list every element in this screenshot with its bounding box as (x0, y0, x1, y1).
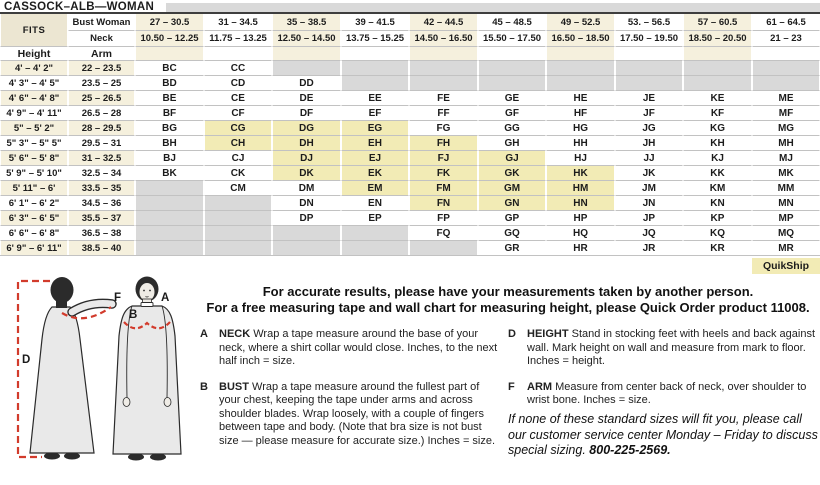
size-cell-empty (341, 225, 409, 240)
size-code-cell: BC (135, 60, 204, 75)
header-spacer-cell (752, 46, 820, 60)
bust-header-row (0, 14, 820, 30)
size-code-cell: BJ (135, 150, 204, 165)
neck-row-label: Neck (68, 30, 135, 46)
size-code-cell: JN (615, 195, 683, 210)
note-bust-text: Wrap a tape measure around the fullest part of your chest, keeping the tape under arms and across shoulder blades. Wrap loosely, with a couple of fingers between tape and body. (Note that bra size is not bust size — please measure for accurate size.) Inches = size. (219, 380, 496, 447)
size-table-row (0, 225, 820, 240)
size-cell-empty (272, 225, 341, 240)
special-sizing-text: If none of these standard sizes will fit you, please call our customer service center Monday – Friday to discuss special sizing. (508, 412, 818, 457)
size-code-cell: EP (341, 210, 409, 225)
neck-range-cell: 14.50 – 16.50 (409, 30, 478, 46)
size-code-cell: GH (478, 135, 546, 150)
size-code-cell: BG (135, 120, 204, 135)
size-cell-empty (615, 60, 683, 75)
size-code-cell: FF (409, 105, 478, 120)
size-code-cell: FE (409, 90, 478, 105)
size-code-cell: GP (478, 210, 546, 225)
note-arm-text: Measure from center back of neck, over shoulder to wrist bone. Inches = size. (527, 380, 807, 406)
size-cell-empty (683, 60, 752, 75)
size-table-body (0, 14, 820, 255)
bust-range-cell: 31 – 34.5 (204, 14, 272, 30)
header-spacer-cell (546, 46, 615, 60)
customer-service-phone: 800-225-2569. (589, 443, 671, 457)
size-code-cell: CC (204, 60, 272, 75)
neck-range-cell: 21 – 23 (752, 30, 820, 46)
size-code-cell: DF (272, 105, 341, 120)
note-bust-term: BUST (219, 380, 249, 393)
bust-range-cell: 35 – 38.5 (272, 14, 341, 30)
size-cell-empty (341, 60, 409, 75)
note-neck (200, 328, 502, 369)
height-range-cell: 4' – 4' 2" (0, 60, 68, 75)
size-code-cell: MN (752, 195, 820, 210)
size-cell-empty (409, 60, 478, 75)
size-code-cell: EF (341, 105, 409, 120)
size-code-cell: KN (683, 195, 752, 210)
neck-range-cell: 10.50 – 12.25 (135, 30, 204, 46)
size-table-row (0, 240, 820, 255)
size-code-cell: GN (478, 195, 546, 210)
size-code-cell: HR (546, 240, 615, 255)
header-spacer-cell (204, 46, 272, 60)
figure-label-arm: F (114, 292, 122, 304)
size-code-cell: JP (615, 210, 683, 225)
size-table-row (0, 90, 820, 105)
size-code-cell: JR (615, 240, 683, 255)
size-code-cell: HN (546, 195, 615, 210)
notes-column-right (508, 328, 820, 420)
size-code-cell: MM (752, 180, 820, 195)
size-code-cell: MH (752, 135, 820, 150)
size-code-cell: FN (409, 195, 478, 210)
size-code-cell: MF (752, 105, 820, 120)
intro-line-2: For a free measuring tape and wall chart for measuring height, please Quick Order product 11008. (206, 300, 810, 315)
size-cell-empty (478, 60, 546, 75)
bust-range-cell: 53. – 56.5 (615, 14, 683, 30)
size-cell-empty (135, 225, 204, 240)
size-code-cell: KP (683, 210, 752, 225)
arm-column-label: Arm (68, 46, 135, 60)
cassock-figure-illustration (0, 276, 196, 480)
size-code-cell: FP (409, 210, 478, 225)
arm-range-cell: 26.5 – 28 (68, 105, 135, 120)
chart-title: CASSOCK–ALB—WOMAN (4, 1, 155, 13)
size-code-cell: CF (204, 105, 272, 120)
size-cell-empty (272, 240, 341, 255)
size-code-cell: DE (272, 90, 341, 105)
size-table-row (0, 180, 820, 195)
neck-range-cell: 17.50 – 19.50 (615, 30, 683, 46)
arm-range-cell: 35.5 – 37 (68, 210, 135, 225)
size-code-cell: BE (135, 90, 204, 105)
size-code-cell: GF (478, 105, 546, 120)
size-cell-empty (204, 195, 272, 210)
size-cell-empty (135, 210, 204, 225)
size-code-cell: JM (615, 180, 683, 195)
size-code-cell: GK (478, 165, 546, 180)
height-range-cell: 4' 9" – 4' 11" (0, 105, 68, 120)
size-cell-empty (135, 240, 204, 255)
height-range-cell: 6' 9" – 6' 11" (0, 240, 68, 255)
size-code-cell: JE (615, 90, 683, 105)
size-cell-empty (478, 75, 546, 90)
size-cell-empty (341, 75, 409, 90)
size-code-cell: EJ (341, 150, 409, 165)
quikship-legend-row (0, 258, 820, 274)
height-range-cell: 4' 3" – 4' 5" (0, 75, 68, 90)
size-code-cell: HP (546, 210, 615, 225)
header-spacer-cell (341, 46, 409, 60)
size-code-cell: KF (683, 105, 752, 120)
note-arm-letter: F (508, 380, 515, 393)
height-range-cell: 5' 11" – 6' (0, 180, 68, 195)
size-code-cell: EG (341, 120, 409, 135)
arm-range-cell: 31 – 32.5 (68, 150, 135, 165)
bust-row-label: Bust Woman (68, 14, 135, 30)
size-table-row (0, 135, 820, 150)
arm-range-cell: 23.5 – 25 (68, 75, 135, 90)
size-code-cell: CG (204, 120, 272, 135)
size-cell-empty (546, 60, 615, 75)
note-neck-letter: A (200, 328, 208, 340)
size-code-cell: MQ (752, 225, 820, 240)
size-code-cell: BK (135, 165, 204, 180)
size-code-cell: EE (341, 90, 409, 105)
measurement-figure (0, 276, 196, 480)
size-code-cell: BF (135, 105, 204, 120)
bust-range-cell: 61 – 64.5 (752, 14, 820, 30)
figure-label-height: D (22, 354, 31, 366)
neck-range-cell: 18.50 – 20.50 (683, 30, 752, 46)
height-range-cell: 5' 6" – 5' 8" (0, 150, 68, 165)
bust-range-cell: 39 – 41.5 (341, 14, 409, 30)
size-code-cell: DH (272, 135, 341, 150)
size-code-cell: JJ (615, 150, 683, 165)
note-bust (200, 381, 502, 449)
size-code-cell: GM (478, 180, 546, 195)
size-code-cell: FH (409, 135, 478, 150)
size-code-cell: MJ (752, 150, 820, 165)
size-code-cell: DD (272, 75, 341, 90)
size-code-cell: CJ (204, 150, 272, 165)
size-code-cell: KE (683, 90, 752, 105)
bust-range-cell: 45 – 48.5 (478, 14, 546, 30)
neck-range-cell: 13.75 – 15.25 (341, 30, 409, 46)
size-code-cell: MR (752, 240, 820, 255)
size-code-cell: DP (272, 210, 341, 225)
chart-title-bar (0, 0, 820, 14)
size-code-cell: KK (683, 165, 752, 180)
size-code-cell: DM (272, 180, 341, 195)
size-code-cell: HE (546, 90, 615, 105)
note-height-letter: D (508, 328, 516, 340)
size-code-cell: CK (204, 165, 272, 180)
neck-range-cell: 11.75 – 13.25 (204, 30, 272, 46)
size-code-cell: CE (204, 90, 272, 105)
size-chart-table (0, 14, 820, 256)
size-code-cell: MK (752, 165, 820, 180)
size-cell-empty (204, 210, 272, 225)
size-cell-empty (546, 75, 615, 90)
size-code-cell: GG (478, 120, 546, 135)
height-range-cell: 4' 6" – 4' 8" (0, 90, 68, 105)
size-code-cell: MG (752, 120, 820, 135)
size-code-cell: KJ (683, 150, 752, 165)
size-code-cell: HJ (546, 150, 615, 165)
size-code-cell: DJ (272, 150, 341, 165)
arm-range-cell: 34.5 – 36 (68, 195, 135, 210)
size-code-cell: HK (546, 165, 615, 180)
size-code-cell: FK (409, 165, 478, 180)
fits-label: FITS (0, 14, 68, 46)
height-column-label: Height (0, 46, 68, 60)
header-spacer-cell (683, 46, 752, 60)
size-cell-empty (204, 240, 272, 255)
size-cell-empty (204, 225, 272, 240)
size-code-cell: JQ (615, 225, 683, 240)
size-code-cell: HM (546, 180, 615, 195)
size-table-row (0, 210, 820, 225)
size-cell-empty (409, 240, 478, 255)
size-code-cell: KQ (683, 225, 752, 240)
bust-range-cell: 49 – 52.5 (546, 14, 615, 30)
note-arm-term: ARM (527, 380, 553, 393)
size-code-cell: HF (546, 105, 615, 120)
intro-line-1: For accurate results, please have your measurements taken by another person. (262, 284, 754, 299)
neck-range-cell: 12.50 – 14.50 (272, 30, 341, 46)
quikship-badge: QuikShip (752, 258, 820, 274)
size-code-cell: EH (341, 135, 409, 150)
figure-label-neck: A (161, 292, 170, 304)
size-table-row (0, 195, 820, 210)
notes-column-left (200, 328, 502, 460)
size-code-cell: MP (752, 210, 820, 225)
arm-range-cell: 29.5 – 31 (68, 135, 135, 150)
neck-range-cell: 15.50 – 17.50 (478, 30, 546, 46)
size-code-cell: BH (135, 135, 204, 150)
arm-range-cell: 28 – 29.5 (68, 120, 135, 135)
size-code-cell: HG (546, 120, 615, 135)
arm-range-cell: 38.5 – 40 (68, 240, 135, 255)
size-code-cell: EM (341, 180, 409, 195)
size-code-cell: EN (341, 195, 409, 210)
size-code-cell: CH (204, 135, 272, 150)
size-code-cell: KR (683, 240, 752, 255)
size-table-row (0, 60, 820, 75)
size-table-row (0, 105, 820, 120)
note-neck-text: Wrap a tape measure around the base of your neck, where a shirt collar would close. Inches, to the next half inch = size. (219, 328, 498, 367)
bust-range-cell: 42 – 44.5 (409, 14, 478, 30)
header-spacer-cell (135, 46, 204, 60)
size-cell-empty (409, 75, 478, 90)
arm-range-cell: 33.5 – 35 (68, 180, 135, 195)
note-height-text: Stand in stocking feet with heels and back against wall. Mark height on wall and measure from mark to floor. Inches = height. (527, 328, 815, 367)
height-range-cell: 5" 3" – 5" 5" (0, 135, 68, 150)
size-code-cell: JK (615, 165, 683, 180)
size-code-cell: KM (683, 180, 752, 195)
size-code-cell: BD (135, 75, 204, 90)
note-height-term: HEIGHT (527, 328, 569, 340)
height-range-cell: 5" – 5' 2" (0, 120, 68, 135)
header-spacer-cell (272, 46, 341, 60)
neck-header-row (0, 30, 820, 46)
size-code-cell: FJ (409, 150, 478, 165)
size-table-row (0, 120, 820, 135)
bust-range-cell: 27 – 30.5 (135, 14, 204, 30)
size-code-cell: KG (683, 120, 752, 135)
note-height (508, 328, 820, 369)
arm-range-cell: 25 – 26.5 (68, 90, 135, 105)
size-code-cell: GE (478, 90, 546, 105)
column-label-row (0, 46, 820, 60)
measuring-instructions-section (0, 278, 820, 478)
size-code-cell: GQ (478, 225, 546, 240)
arm-range-cell: 36.5 – 38 (68, 225, 135, 240)
size-code-cell: JH (615, 135, 683, 150)
size-code-cell: KH (683, 135, 752, 150)
size-code-cell: FM (409, 180, 478, 195)
note-arm (508, 381, 820, 408)
size-code-cell: HQ (546, 225, 615, 240)
size-code-cell: GR (478, 240, 546, 255)
size-code-cell: FG (409, 120, 478, 135)
size-cell-empty (135, 180, 204, 195)
size-cell-empty (615, 75, 683, 90)
size-code-cell: EK (341, 165, 409, 180)
size-cell-empty (272, 60, 341, 75)
size-code-cell: JF (615, 105, 683, 120)
size-cell-empty (135, 195, 204, 210)
size-code-cell: GJ (478, 150, 546, 165)
figure-label-bust: B (129, 309, 138, 321)
bust-range-cell: 57 – 60.5 (683, 14, 752, 30)
height-range-cell: 5' 9" – 5' 10" (0, 165, 68, 180)
neck-range-cell: 16.50 – 18.50 (546, 30, 615, 46)
size-code-cell: HH (546, 135, 615, 150)
size-table-row (0, 150, 820, 165)
height-range-cell: 6' 1" – 6' 2" (0, 195, 68, 210)
header-spacer-cell (478, 46, 546, 60)
header-spacer-cell (409, 46, 478, 60)
size-code-cell: CM (204, 180, 272, 195)
size-code-cell: DN (272, 195, 341, 210)
size-code-cell: DK (272, 165, 341, 180)
height-range-cell: 6' 6" – 6' 8" (0, 225, 68, 240)
note-bust-letter: B (200, 380, 208, 393)
size-cell-empty (341, 240, 409, 255)
height-range-cell: 6' 3" – 6' 5" (0, 210, 68, 225)
title-bar-fill (166, 3, 820, 12)
intro-text (196, 284, 820, 316)
note-neck-term: NECK (219, 328, 251, 340)
size-code-cell: DG (272, 120, 341, 135)
size-code-cell: CD (204, 75, 272, 90)
size-table-row (0, 75, 820, 90)
size-code-cell: ME (752, 90, 820, 105)
size-cell-empty (752, 75, 820, 90)
header-spacer-cell (615, 46, 683, 60)
size-code-cell: JG (615, 120, 683, 135)
size-cell-empty (683, 75, 752, 90)
special-sizing-note (508, 412, 820, 459)
arm-range-cell: 22 – 23.5 (68, 60, 135, 75)
arm-range-cell: 32.5 – 34 (68, 165, 135, 180)
size-code-cell: FQ (409, 225, 478, 240)
size-table-row (0, 165, 820, 180)
size-cell-empty (752, 60, 820, 75)
